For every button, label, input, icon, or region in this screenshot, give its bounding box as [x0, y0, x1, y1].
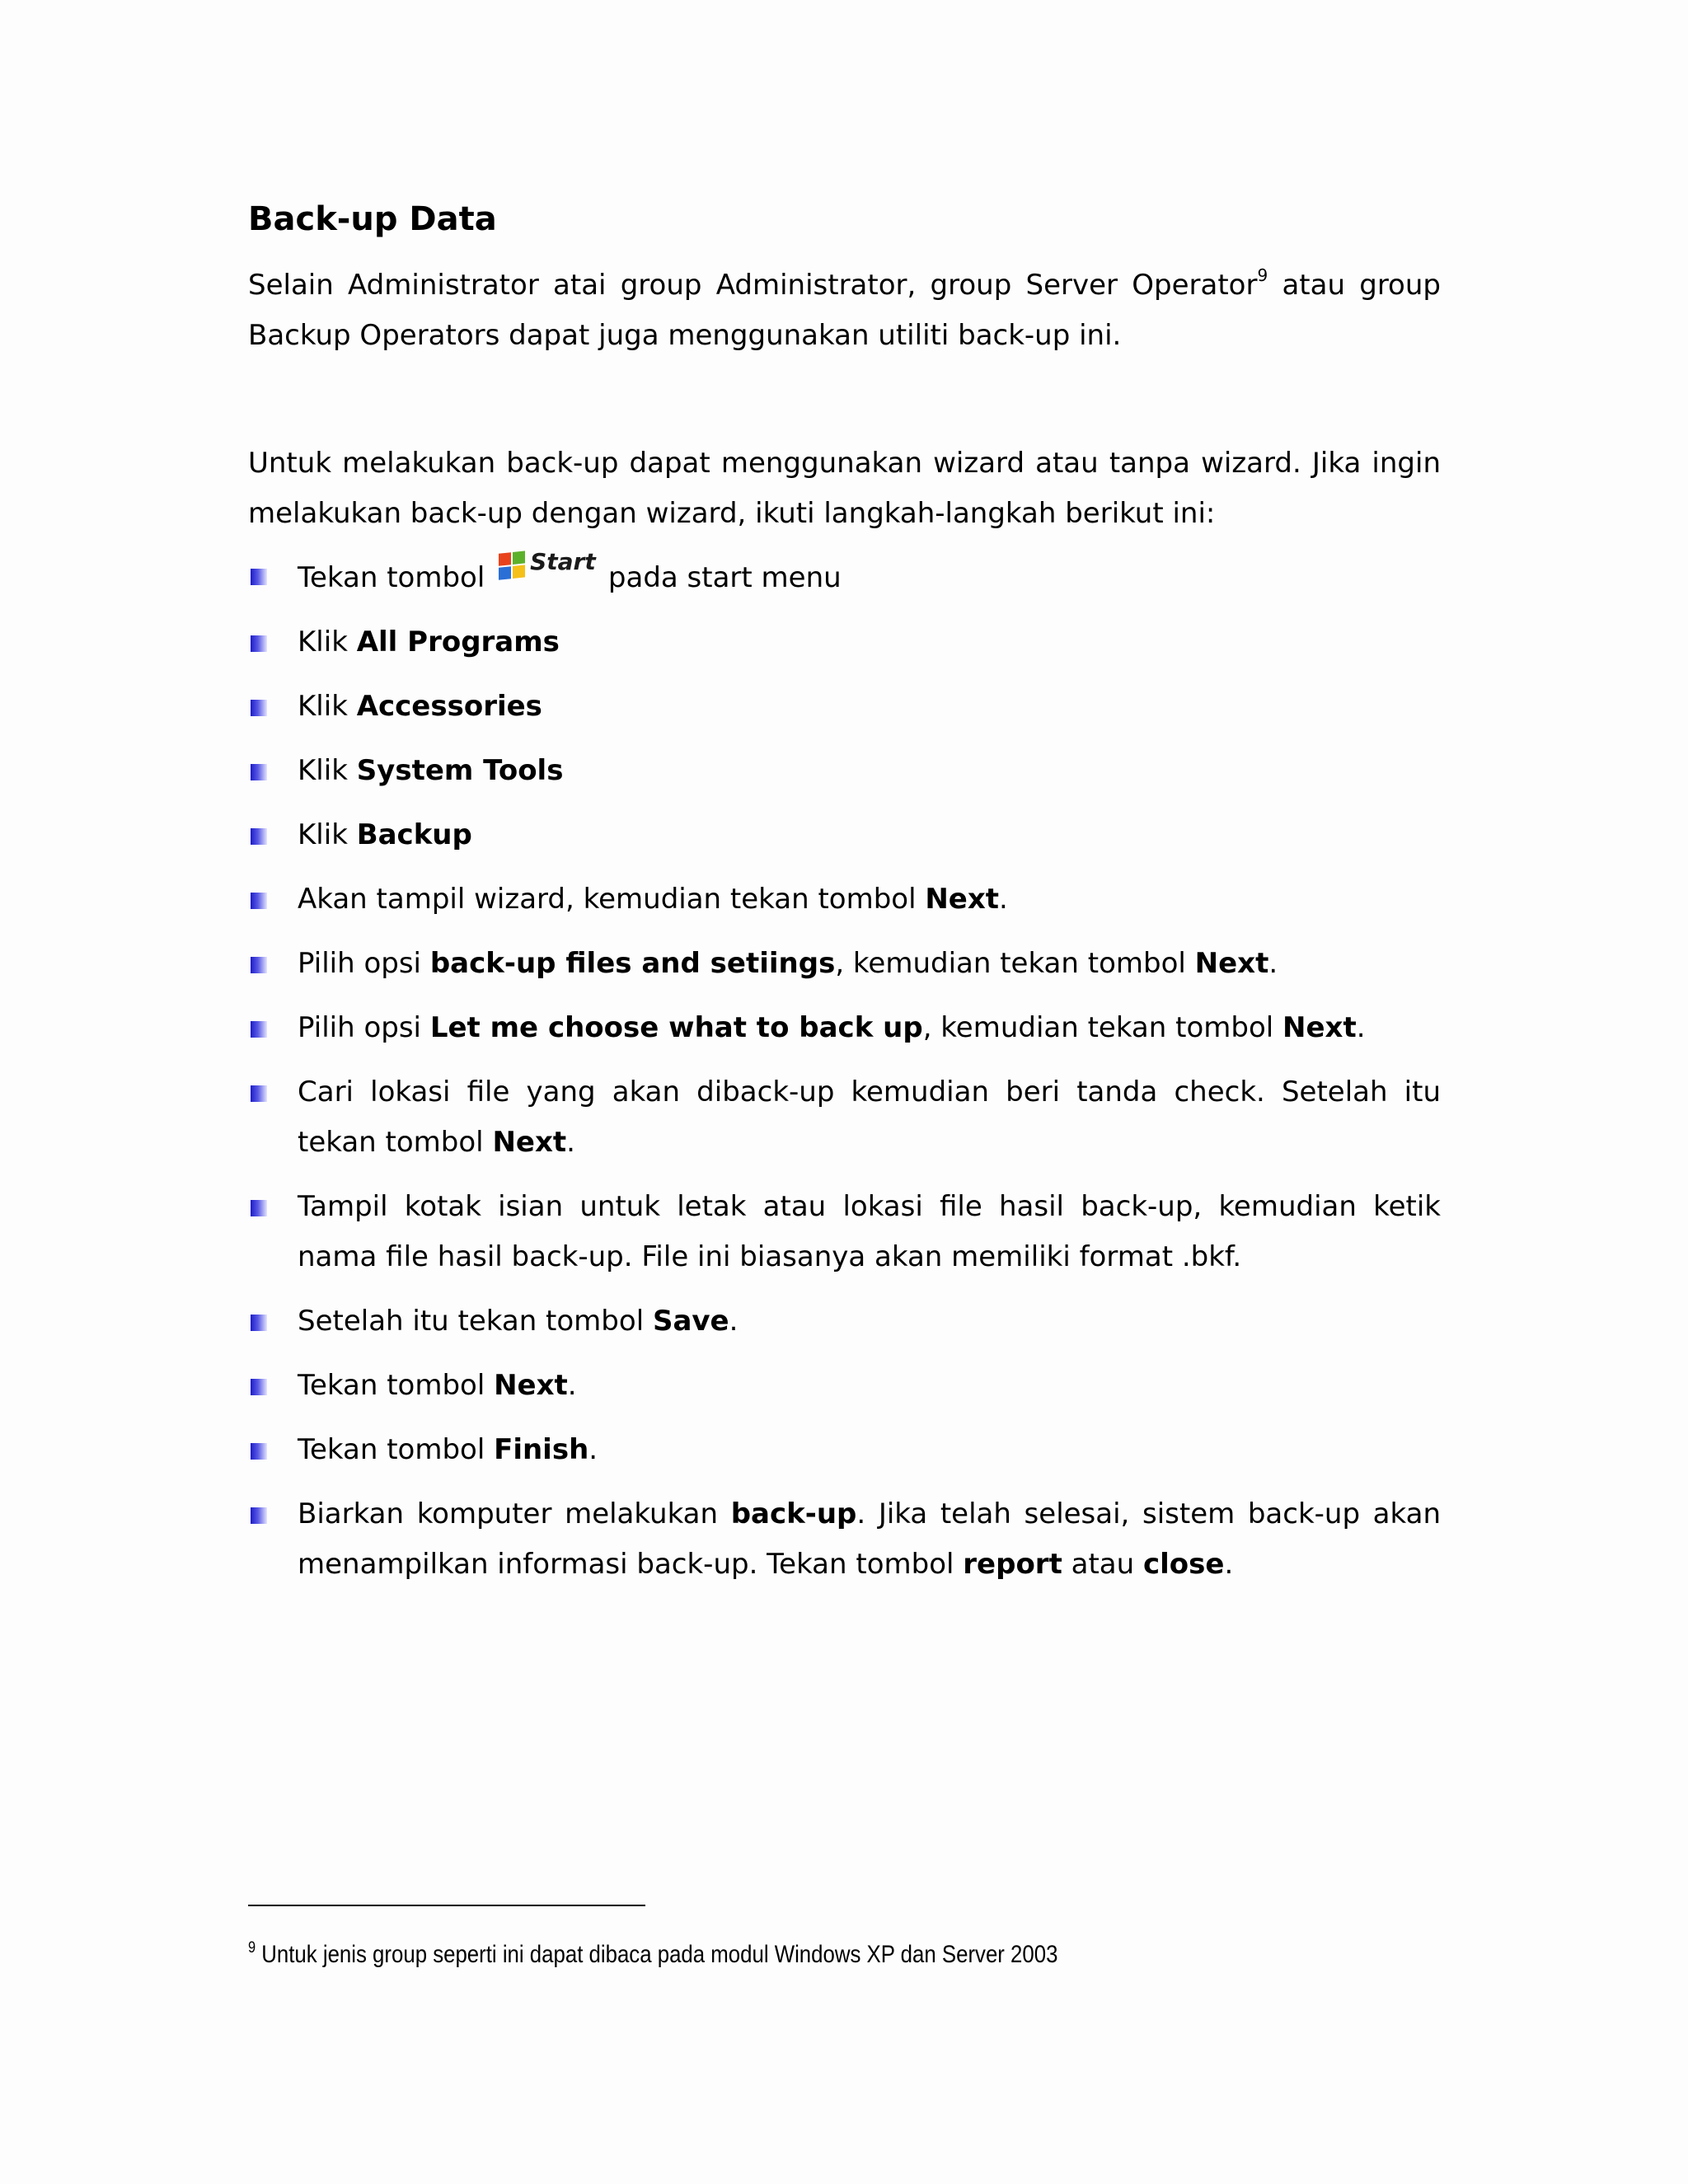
start-label: Start: [530, 548, 596, 575]
step-text: , kemudian tekan tombol: [922, 1011, 1283, 1044]
step-text: .: [1224, 1548, 1234, 1581]
page-title: Back-up Data: [248, 200, 497, 238]
step-text: .: [567, 1369, 577, 1402]
square-bullet-icon: [251, 1085, 267, 1102]
footnote-ref: 9: [1257, 265, 1268, 285]
square-bullet-icon: [251, 1507, 267, 1524]
list-item: [248, 1361, 1441, 1411]
step-text: Tekan tombol: [298, 561, 495, 594]
square-bullet-icon: [251, 700, 267, 716]
footnote-text: Untuk jenis group seperti ini dapat dibaca pada modul Windows XP dan Server 2003: [256, 1941, 1058, 1968]
step-text: .: [1356, 1011, 1366, 1044]
step-emphasis: Save: [652, 1305, 729, 1338]
step-text: .: [588, 1433, 598, 1466]
intro-paragraph: [248, 260, 1441, 361]
list-item: [248, 810, 1441, 860]
list-item: [248, 1067, 1441, 1168]
step-text: Klik: [298, 818, 357, 851]
step-emphasis: back-up files and setiings: [429, 947, 836, 980]
step-text: atau: [1062, 1548, 1143, 1581]
step-emphasis: Finish: [494, 1433, 589, 1466]
square-bullet-icon: [251, 893, 267, 909]
step-text: .: [566, 1126, 575, 1159]
square-bullet-icon: [251, 957, 267, 973]
list-item: [248, 746, 1441, 796]
list-item: [248, 617, 1441, 668]
step-text: Tekan tombol: [298, 1433, 495, 1466]
step-emphasis: Backup: [356, 818, 472, 851]
list-item: [248, 1425, 1441, 1475]
step-emphasis: All Programs: [356, 626, 560, 658]
step-text: Setelah itu tekan tombol: [298, 1305, 653, 1338]
step-text: Pilih opsi: [298, 1011, 430, 1044]
footnote: [248, 1938, 1057, 1971]
step-emphasis: System Tools: [356, 754, 564, 787]
step-text: Klik: [298, 690, 357, 723]
step-text: Pilih opsi: [298, 947, 430, 980]
step-emphasis: report: [963, 1548, 1062, 1581]
step-emphasis: Next: [925, 883, 1000, 916]
list-item: [248, 682, 1441, 732]
list-item: [248, 1489, 1441, 1590]
list-item: [248, 1182, 1441, 1282]
step-text: , kemudian tekan tombol: [835, 947, 1195, 980]
square-bullet-icon: [251, 635, 267, 652]
step-text: .: [1268, 947, 1278, 980]
document-content: [248, 196, 1441, 1604]
start-button-image: [497, 548, 596, 580]
square-bullet-icon: [251, 1443, 267, 1460]
list-item: [248, 1296, 1441, 1347]
step-text: Klik: [298, 626, 357, 658]
list-item: [248, 939, 1441, 989]
footnote-number: 9: [248, 1939, 256, 1957]
square-bullet-icon: [251, 764, 267, 780]
step-emphasis: Next: [1194, 947, 1269, 980]
step-text: Klik: [298, 754, 357, 787]
square-bullet-icon: [251, 1200, 267, 1216]
step-text: Akan tampil wizard, kemudian tekan tombol: [298, 883, 926, 916]
square-bullet-icon: [251, 569, 267, 585]
step-text: Cari lokasi file yang akan diback-up kemudian beri tanda check. Setelah itu tekan tombol: [298, 1076, 1441, 1159]
lead-paragraph: Untuk melakukan back-up dapat menggunakan wizard atau tanpa wizard. Jika ingin melakukan back-up dengan wizard, ikuti langkah-langkah berikut ini:: [248, 447, 1441, 530]
step-emphasis: Next: [492, 1126, 567, 1159]
step-text: Tekan tombol: [298, 1369, 495, 1402]
step-text: .: [729, 1305, 738, 1338]
step-text: .: [999, 883, 1008, 916]
square-bullet-icon: [251, 1315, 267, 1331]
step-emphasis: Next: [494, 1369, 568, 1402]
step-text: . Jika telah selesai, sistem back-up akan menampilkan informasi back-up. Tekan tombol: [298, 1497, 1441, 1581]
step-emphasis: close: [1143, 1548, 1225, 1581]
intro-text: Selain Administrator atai group Administrator, group Server Operator: [248, 269, 1258, 302]
list-item: [248, 548, 1441, 603]
step-text: Biarkan komputer melakukan: [298, 1497, 731, 1530]
square-bullet-icon: [251, 1021, 267, 1038]
step-emphasis: Let me choose what to back up: [429, 1011, 923, 1044]
footnote-divider: [248, 1905, 645, 1906]
list-item: [248, 874, 1441, 925]
step-emphasis: back-up: [730, 1497, 857, 1530]
list-item: [248, 1003, 1441, 1053]
intro-text-cont: atau group Backup Operators dapat juga menggunakan utiliti back-up ini.: [248, 269, 1441, 352]
square-bullet-icon: [251, 828, 267, 845]
step-emphasis: Accessories: [356, 690, 542, 723]
step-text: pada start menu: [599, 561, 842, 594]
windows-logo-icon: [499, 551, 527, 582]
step-emphasis: Next: [1282, 1011, 1357, 1044]
square-bullet-icon: [251, 1379, 267, 1395]
step-text: Tampil kotak isian untuk letak atau lokasi file hasil back-up, kemudian ketik nama file hasil back-up. File ini biasanya akan memiliki format .bkf.: [298, 1190, 1441, 1273]
steps-list: [248, 548, 1441, 1590]
